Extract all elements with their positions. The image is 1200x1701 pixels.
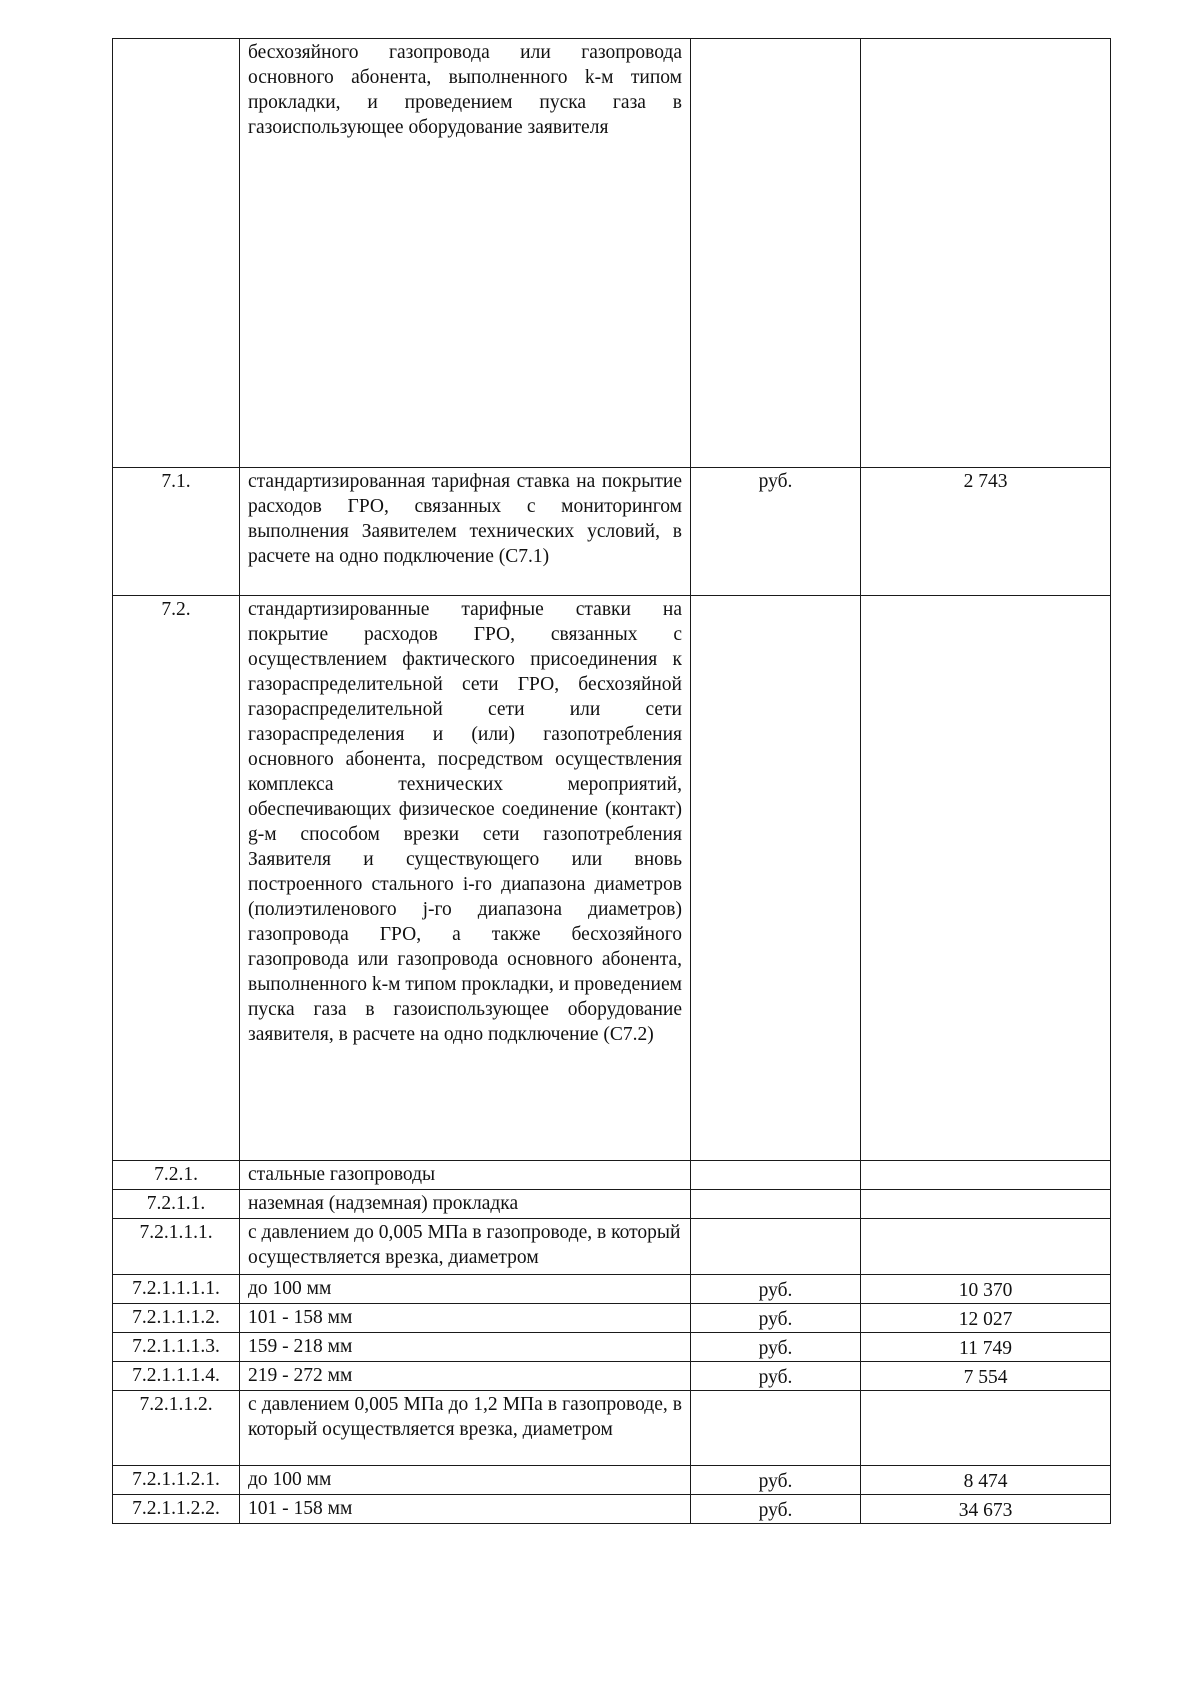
row-description: с давлением 0,005 МПа до 1,2 МПа в газопроводе, в который осуществляется врезка, диаметром bbox=[240, 1391, 691, 1466]
row-value: 2 743 bbox=[861, 468, 1111, 596]
row-description: наземная (надземная) прокладка bbox=[240, 1190, 691, 1219]
row-unit bbox=[691, 1219, 861, 1275]
row-value bbox=[861, 1391, 1111, 1466]
row-description: 219 - 272 мм bbox=[240, 1362, 691, 1391]
row-unit: руб. bbox=[691, 1466, 861, 1495]
row-value: 8 474 bbox=[861, 1466, 1111, 1495]
row-value bbox=[861, 1190, 1111, 1219]
row-value bbox=[861, 596, 1111, 1161]
row-unit: руб. bbox=[691, 1495, 861, 1524]
table-row bbox=[113, 596, 1111, 1161]
row-value: 7 554 bbox=[861, 1362, 1111, 1391]
row-unit: руб. bbox=[691, 1362, 861, 1391]
table-row bbox=[113, 468, 1111, 596]
row-description: стандартизированные тарифные ставки на покрытие расходов ГРО, связанных с осуществлением фактического присоединения к газораспределительной сети ГРО, бесхозяйной газораспределительной сети или сети газораспределения и (или) газопотребления основного абонента, посредством осуществления комплекса технических мероприятий, обеспечивающих физическое соединение (контакт) g-м способом врезки сети газопотребления Заявителя и существующего или вновь построенного стального i-го диапазона диаметров (полиэтиленового j-го диапазона диаметров) газопровода ГРО, а также бесхозяйного газопровода или газопровода основного абонента, выполненного k-м типом прокладки, и проведением пуска газа в газоиспользующее оборудование заявителя, в расчете на одно подключение (С7.2) bbox=[240, 596, 691, 1161]
row-value bbox=[861, 1161, 1111, 1190]
table-row bbox=[113, 1219, 1111, 1275]
row-number: 7.2.1.1.2.2. bbox=[113, 1495, 240, 1524]
row-unit bbox=[691, 1391, 861, 1466]
row-unit: руб. bbox=[691, 1304, 861, 1333]
row-number: 7.2.1.1.1.1. bbox=[113, 1275, 240, 1304]
row-number: 7.1. bbox=[113, 468, 240, 596]
row-number: 7.2.1.1.1.4. bbox=[113, 1362, 240, 1391]
row-value: 11 749 bbox=[861, 1333, 1111, 1362]
table-row bbox=[113, 39, 1111, 468]
row-number: 7.2.1.1.2.1. bbox=[113, 1466, 240, 1495]
row-unit bbox=[691, 1161, 861, 1190]
row-unit: руб. bbox=[691, 1275, 861, 1304]
row-description: 159 - 218 мм bbox=[240, 1333, 691, 1362]
row-description: бесхозяйного газопровода или газопровода основного абонента, выполненного k-м типом прокладки, и проведением пуска газа в газоиспользующее оборудование заявителя bbox=[240, 39, 691, 468]
row-value: 12 027 bbox=[861, 1304, 1111, 1333]
table-row bbox=[113, 1362, 1111, 1391]
row-number: 7.2.1.1. bbox=[113, 1190, 240, 1219]
row-value bbox=[861, 1219, 1111, 1275]
table-row bbox=[113, 1466, 1111, 1495]
table-row bbox=[113, 1495, 1111, 1524]
row-description: 101 - 158 мм bbox=[240, 1304, 691, 1333]
row-description: 101 - 158 мм bbox=[240, 1495, 691, 1524]
row-number: 7.2.1.1.1.2. bbox=[113, 1304, 240, 1333]
row-description: с давлением до 0,005 МПа в газопроводе, в который осуществляется врезка, диаметром bbox=[240, 1219, 691, 1275]
row-unit bbox=[691, 39, 861, 468]
tariff-table bbox=[112, 38, 1111, 1524]
table-row bbox=[113, 1391, 1111, 1466]
row-value: 34 673 bbox=[861, 1495, 1111, 1524]
row-value bbox=[861, 39, 1111, 468]
row-number: 7.2.1.1.1. bbox=[113, 1219, 240, 1275]
row-number: 7.2.1.1.1.3. bbox=[113, 1333, 240, 1362]
table-row bbox=[113, 1275, 1111, 1304]
table-row bbox=[113, 1304, 1111, 1333]
row-number bbox=[113, 39, 240, 468]
row-description: до 100 мм bbox=[240, 1275, 691, 1304]
row-number: 7.2.1.1.2. bbox=[113, 1391, 240, 1466]
row-number: 7.2.1. bbox=[113, 1161, 240, 1190]
row-unit: руб. bbox=[691, 1333, 861, 1362]
row-number: 7.2. bbox=[113, 596, 240, 1161]
table-row bbox=[113, 1190, 1111, 1219]
row-unit: руб. bbox=[691, 468, 861, 596]
row-unit bbox=[691, 1190, 861, 1219]
row-unit bbox=[691, 596, 861, 1161]
row-description: стандартизированная тарифная ставка на покрытие расходов ГРО, связанных с мониторингом выполнения Заявителем технических условий, в расчете на одно подключение (С7.1) bbox=[240, 468, 691, 596]
row-description: стальные газопроводы bbox=[240, 1161, 691, 1190]
row-value: 10 370 bbox=[861, 1275, 1111, 1304]
table-row bbox=[113, 1333, 1111, 1362]
row-description: до 100 мм bbox=[240, 1466, 691, 1495]
table-row bbox=[113, 1161, 1111, 1190]
